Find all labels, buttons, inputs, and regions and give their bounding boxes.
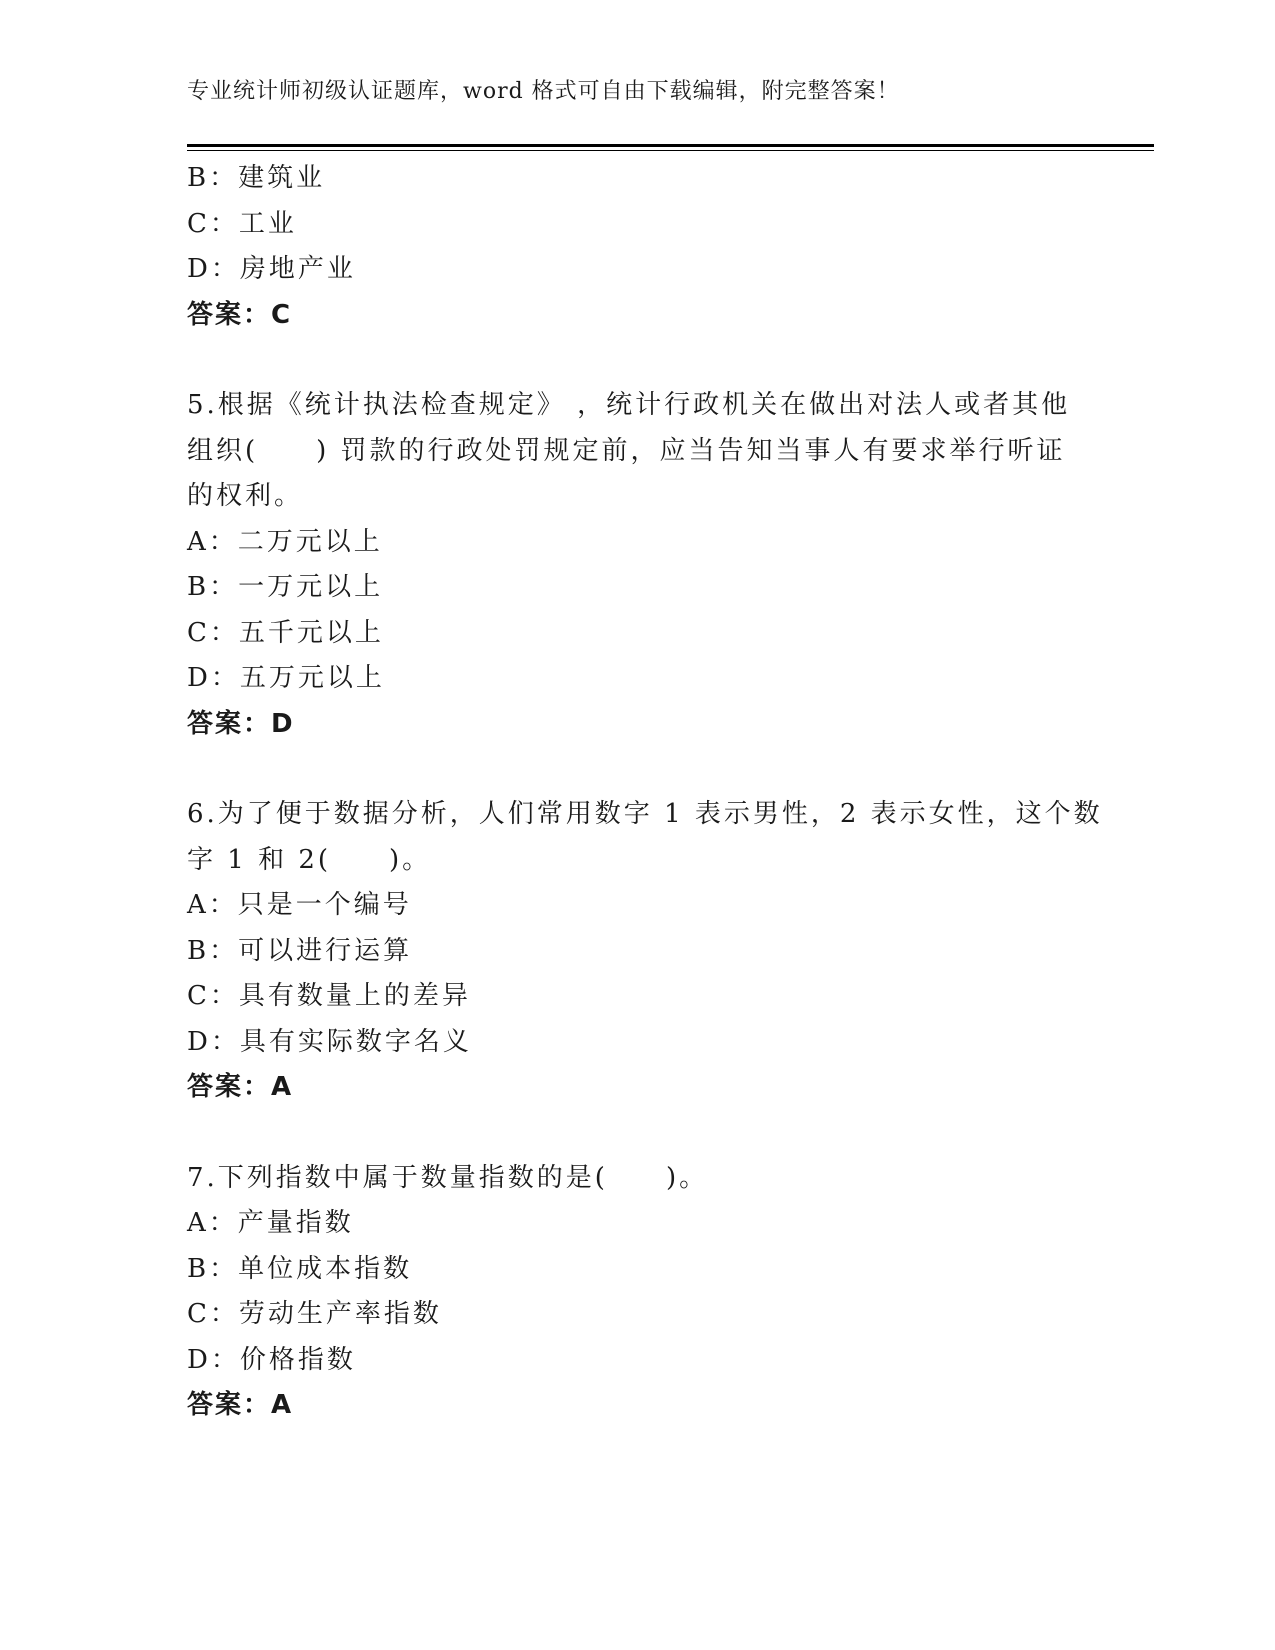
option-c: C：工业 [187, 208, 297, 239]
option-c: C：劳动生产率指数 [187, 1299, 442, 1329]
question-content [187, 156, 1103, 1429]
page-header: 专业统计师初级认证题库，word 格式可自由下载编辑，附完整答案！ [187, 79, 900, 104]
answer-line: 答案：C [187, 299, 293, 330]
question-stem: 6.为了便于数据分析，人们常用数字 1 表示男性，2 表示女性，这个数 [187, 799, 1103, 829]
header-rule-thick [187, 144, 1154, 147]
question-stem: 5.根据《统计执法检查规定》 ，统计行政机关在做出对法人或者其他 [187, 390, 1071, 420]
option-a: A：只是一个编号 [187, 890, 412, 920]
question-6 [187, 792, 1103, 1111]
option-d: D：价格指数 [187, 1344, 356, 1375]
question-stem: 的权利。 [187, 481, 304, 511]
question-stem: 组织( ) 罚款的行政处罚规定前，应当告知当事人有要求举行听证 [187, 435, 1066, 466]
header-rule-thin [187, 150, 1154, 151]
option-b: B：可以进行运算 [187, 935, 413, 966]
question-stem: 7.下列指数中属于数量指数的是( )。 [187, 1162, 709, 1193]
option-b: B：一万元以上 [187, 572, 384, 602]
option-b: B：建筑业 [187, 163, 326, 193]
option-a: A：产量指数 [187, 1208, 354, 1238]
question-4-tail [187, 156, 1087, 338]
option-b: B：单位成本指数 [187, 1253, 413, 1284]
answer-line: 答案：A [187, 1072, 294, 1102]
option-d: D：五万元以上 [187, 663, 385, 693]
option-d: D：具有实际数字名义 [187, 1026, 472, 1057]
option-d: D：房地产业 [187, 254, 356, 284]
option-a: A：二万元以上 [187, 526, 383, 557]
question-7 [187, 1156, 1087, 1429]
answer-line: 答案：A [187, 1390, 294, 1420]
answer-line: 答案：D [187, 708, 295, 739]
option-c: C：五千元以上 [187, 617, 384, 648]
option-c: C：具有数量上的差异 [187, 981, 471, 1011]
question-5 [187, 383, 1087, 747]
question-stem: 字 1 和 2( )。 [187, 844, 432, 875]
